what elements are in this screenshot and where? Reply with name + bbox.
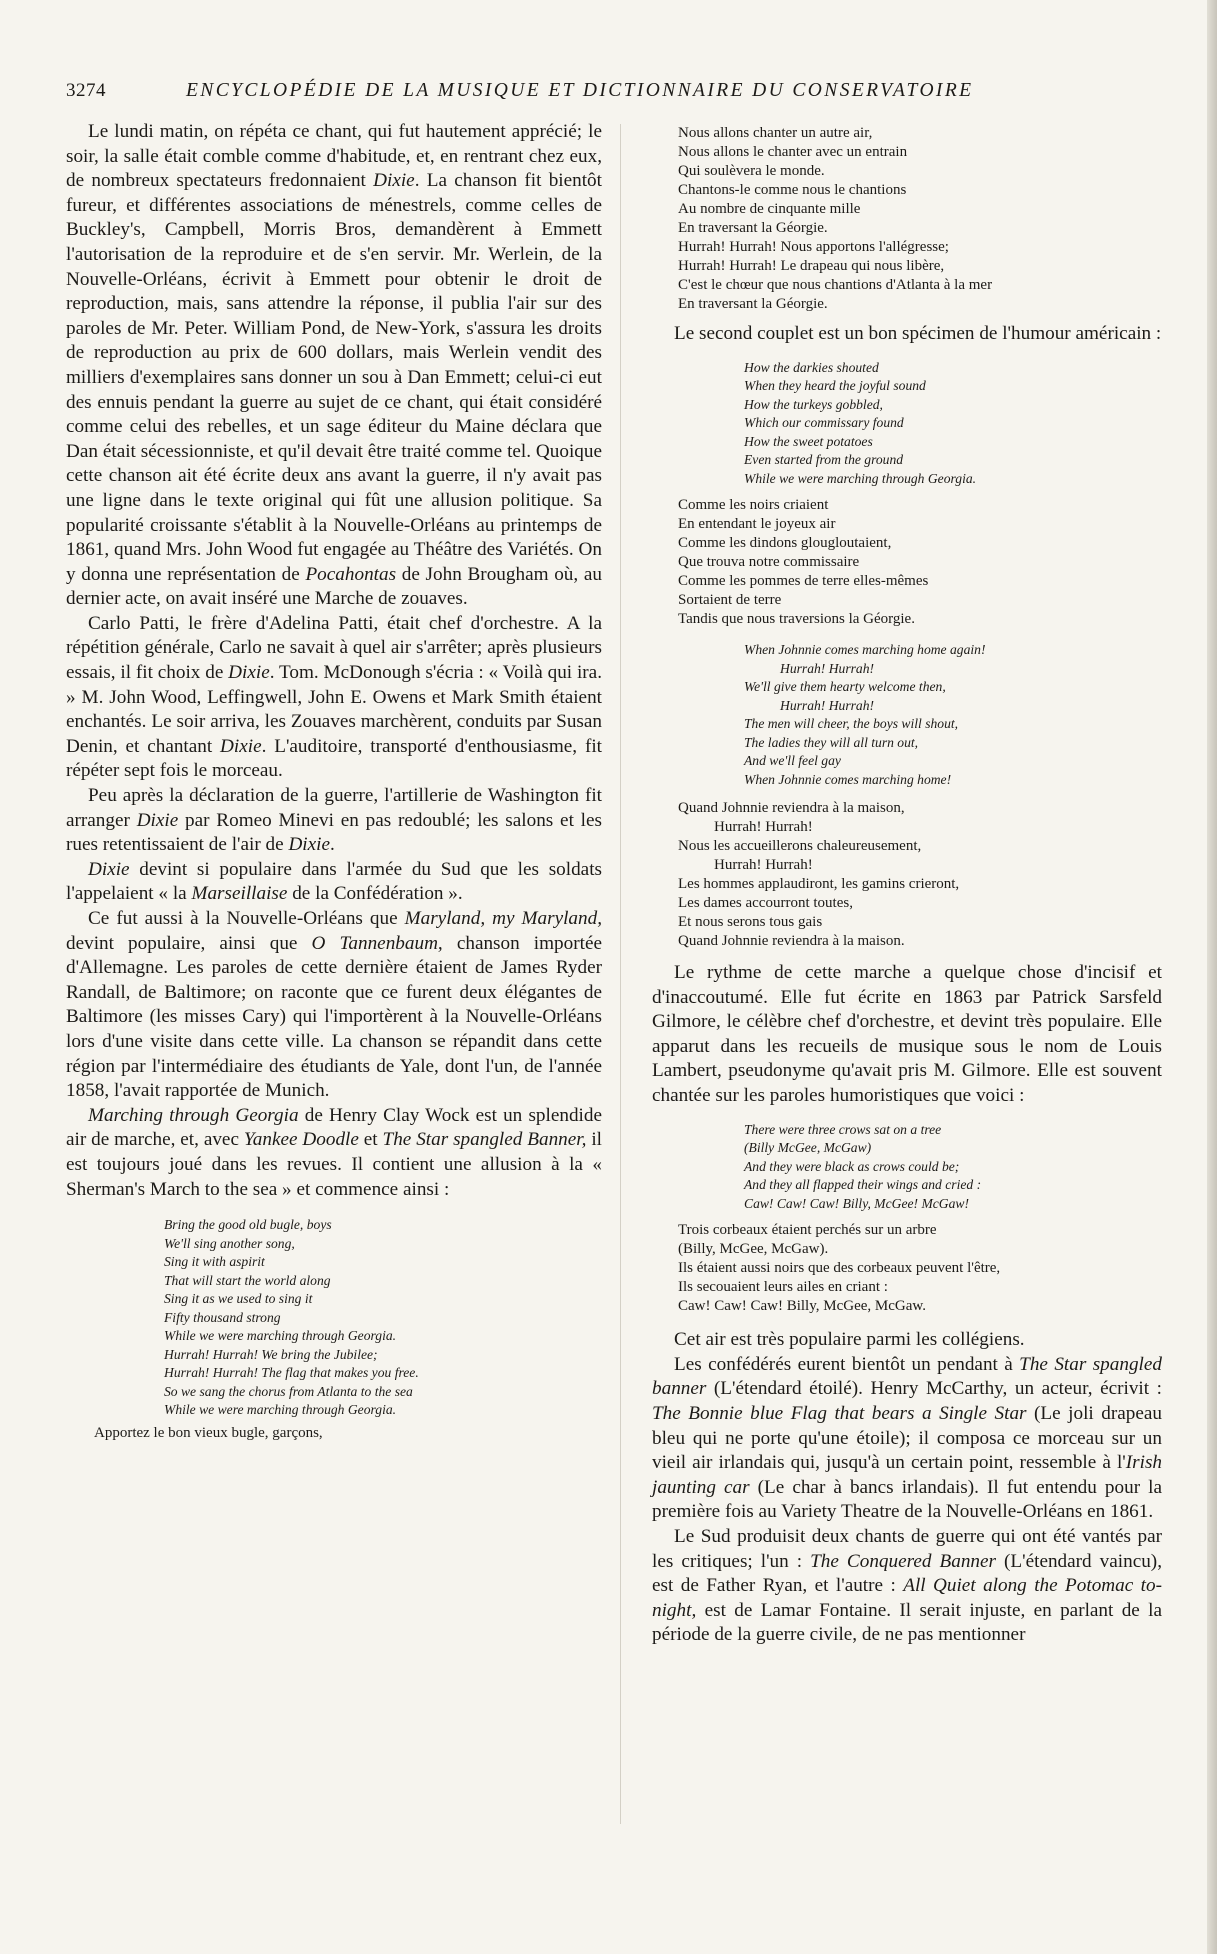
verse-line: We'll give them hearty welcome then, bbox=[744, 679, 946, 695]
text-run: (Le char à bancs irlandais). Il fut entendu pour la première fois au Variety Theatre de la Nouvelle-Orléans en 1861. bbox=[652, 1476, 1162, 1523]
verse-crows-english bbox=[744, 1121, 1162, 1214]
verse-line: Chantons-le comme nous le chantions bbox=[678, 182, 907, 198]
text-run: devint populaire, ainsi que bbox=[66, 932, 312, 954]
verse-line: When they heard the joyful sound bbox=[744, 378, 926, 394]
verse-line: Et nous serons tous gais bbox=[678, 914, 823, 931]
paragraph: Cet air est très populaire parmi les collégiens. bbox=[674, 1329, 1025, 1351]
verse-line: So we sang the chorus from Atlanta to the sea bbox=[164, 1383, 413, 1399]
left-column bbox=[66, 120, 602, 1443]
verse-line: Nous allons chanter un autre air, bbox=[678, 125, 873, 141]
verse-line: How the turkeys gobbled, bbox=[744, 396, 883, 412]
verse-line: While we were marching through Georgia. bbox=[744, 470, 977, 486]
running-title: ENCYCLOPÉDIE DE LA MUSIQUE ET DICTIONNAIRE DU CONSERVATOIRE bbox=[186, 80, 974, 101]
text-run: (Le joli drapeau bleu qui ne porte qu'une étoile); il composa ce morceau sur un vieil air irlandais qui, jusqu'à un certain point, ressemble à l' bbox=[652, 1402, 1162, 1474]
page-edge bbox=[1207, 0, 1217, 1954]
text-run: et bbox=[358, 1129, 383, 1151]
paragraph bbox=[66, 784, 602, 858]
verse-line: Sing it with aspirit bbox=[164, 1254, 265, 1270]
verse-line: Bring the good old bugle, boys bbox=[164, 1217, 332, 1233]
paragraph: Le second couplet est un bon spécimen de l'humour américain : bbox=[674, 323, 1162, 344]
verse-line: We'll sing another song, bbox=[164, 1235, 295, 1251]
verse-line: Nous allons le chanter avec un entrain bbox=[678, 144, 908, 160]
page-header bbox=[66, 80, 1176, 106]
page-number: 3274 bbox=[66, 80, 106, 101]
text-run: de la Confédération ». bbox=[287, 883, 463, 905]
text-run: Les confédérés eurent bientôt un pendant à bbox=[674, 1353, 1020, 1375]
verse-line: Quand Johnnie reviendra à la maison, bbox=[678, 800, 905, 817]
verse-line: C'est le chœur que nous chantions d'Atlanta à la mer bbox=[678, 277, 993, 293]
song-title: The Bonnie blue Flag that bears a Single Star bbox=[652, 1402, 1027, 1424]
verse-line: En traversant la Géorgie. bbox=[678, 220, 828, 236]
verse-line: Hurrah! Hurrah! The flag that makes you free. bbox=[164, 1365, 419, 1381]
paragraph bbox=[66, 907, 602, 1104]
text-run: . Tom. McDonough s'écria : « Voilà qui ira. » M. John Wood, Leffingwell, John E. Owens et Mark Smith étaient enchantés. Le soir arriva, les Zouaves marchèrent, conduits par Susan Denin, et chantant bbox=[66, 662, 602, 757]
verse-line: How the darkies shouted bbox=[744, 359, 879, 375]
verse-line: Caw! Caw! Caw! Billy, McGee, McGaw. bbox=[678, 1298, 926, 1315]
verse-line: En entendant le joyeux air bbox=[678, 516, 836, 533]
verse-line: Que trouva notre commissaire bbox=[678, 554, 860, 571]
text-run: Le lundi matin, on répéta ce chant, qui fut hautement apprécié; le soir, la salle était comble comme d'habitude, et, en rentrant chez eux, de nombreux spectateurs fredonnaient bbox=[66, 121, 602, 192]
text-run: Carlo Patti, le frère d'Adelina Patti, était chef d'orchestre. A la répétition générale, Carlo ne savait à quel air s'arrêter; après plusieurs essais, il fit choix de bbox=[66, 612, 602, 684]
verse-line: When Johnnie comes marching home again! bbox=[744, 642, 986, 658]
verse-line: Quand Johnnie reviendra à la maison. bbox=[678, 933, 905, 950]
verse-line: And we'll feel gay bbox=[744, 753, 841, 769]
work-title: Pocahontas bbox=[305, 563, 397, 585]
verse-line: Hurrah! Hurrah! bbox=[714, 857, 813, 874]
verse-line: Nous les accueillerons chaleureusement, bbox=[678, 838, 922, 855]
verse-line: Ils secouaient leurs ailes en criant : bbox=[678, 1279, 888, 1296]
verse-crows-french bbox=[678, 1221, 1162, 1316]
verse-line: Ils étaient aussi noirs que des corbeaux peuvent l'être, bbox=[678, 1260, 1001, 1277]
paragraph bbox=[66, 1104, 602, 1202]
verse-line: Les dames accourront toutes, bbox=[678, 895, 853, 912]
verse-line: Hurrah! Hurrah! Le drapeau qui nous libère, bbox=[678, 258, 945, 274]
text-run: il est toujours joué dans les revues. Il contient une allusion à la « Sherman's March to the sea » et commence ainsi : bbox=[66, 1129, 602, 1200]
verse-georgia-french bbox=[678, 124, 1162, 314]
text-run: . L'auditoire, transporté d'enthousiasme, fit répéter sept fois le morceau. bbox=[66, 735, 602, 782]
paragraph bbox=[652, 1353, 1162, 1525]
verse-line: Even started from the ground bbox=[744, 452, 904, 468]
text-run: . bbox=[330, 834, 335, 856]
verse-line: Les hommes applaudiront, les gamins crieront, bbox=[678, 876, 960, 893]
verse-line: Sortaient de terre bbox=[678, 592, 782, 609]
verse-georgia-french-start bbox=[94, 1424, 602, 1443]
text-run: devint si populaire dans l'armée du Sud que les soldats l'appelaient « la bbox=[66, 858, 602, 905]
verse-line: The men will cheer, the boys will shout, bbox=[744, 716, 959, 732]
verse-line: Hurrah! Hurrah! Nous apportons l'allégresse; bbox=[678, 239, 949, 255]
verse-line: Apportez le bon vieux bugle, garçons, bbox=[94, 1424, 323, 1441]
verse-line: While we were marching through Georgia. bbox=[164, 1328, 397, 1344]
verse-line: Hurrah! Hurrah! bbox=[714, 819, 813, 836]
song-title: Marching through Georgia bbox=[88, 1104, 299, 1126]
text-run: Ce fut aussi à la Nouvelle-Orléans que bbox=[88, 908, 405, 929]
text-run: (L'étendard vaincu), est de Father Ryan, et l'autre : bbox=[652, 1550, 1162, 1597]
verse-line: Caw! Caw! Caw! Billy, McGee! McGaw! bbox=[744, 1195, 970, 1211]
text-run: . La chanson fit bientôt fureur, et différentes associations de ménestrels, comme celles de Buckley's, Campbell, Morris Bros, demandèrent à Emmett l'autorisation de la reproduire et de s'en servir. Mr. Werlein, de la Nouvelle-Orléans, écrivit à Emmett pour obtenir le droit de reproduction, mais, sans attendre la réponse, il publia l'air sur des paroles de Mr. Peter. William Pond, de New-York, s'assura les droits de reproduction au prix de 600 dollars, mais Werlein vendit des milliers d'exemplaires sans donner un sou à Dan Emmett; celui-ci eut des ennuis pendant la guerre au sujet de ce chant, qui était considéré comme celui des rebelles, et un sage éditeur du Maine déclara que Dan était sécessionniste, et qu'il devait être traité comme tel. Quoique cette chanson ait été écrite deux ans avant la guerre, il n'y avait pas une ligne dans le texte original qui fût une allusion politique. Sa popularité croissante s'établit à la Nouvelle-Orléans au printemps de 1861, quand Mrs. John Wood fut engagée au Théâtre des Variétés. On y donna une représentation de bbox=[66, 170, 602, 585]
verse-line: When Johnnie comes marching home! bbox=[744, 771, 952, 787]
song-title: Dixie bbox=[288, 834, 330, 856]
text-run: chanson importée d'Allemagne. Les paroles de cette dernière étaient de James Ryder Randall, de Baltimore; on raconte que ce furent deux élégantes de Baltimore (les misses Cary) qui l'importèrent à la Nouvelle-Orléans lors d'une visite dans cette ville. La chanson se répandit dans cette région par l'intermédiaire des étudiants de Yale, dont l'un, de l'année 1858, l'avait rapportée de Munich. bbox=[66, 932, 602, 1102]
text-run: par Romeo Minevi en pas redoublé; les salons et les rues retentissaient de l'air de bbox=[66, 809, 602, 856]
text-run: Peu après la déclaration de la guerre, l'artillerie de Washington fit arranger bbox=[66, 785, 602, 831]
verse-line: (Billy McGee, McGaw) bbox=[744, 1140, 872, 1156]
text-run: (L'étendard étoilé). Henry McCarthy, un acteur, écrivit : bbox=[706, 1378, 1162, 1400]
text-run: Le Sud produisit deux chants de guerre qui ont été vantés par les critiques; l'un : bbox=[652, 1525, 1162, 1572]
song-title: The Conquered Banner bbox=[810, 1550, 996, 1572]
verse-johnnie-english bbox=[744, 641, 1162, 789]
verse-line: And they all flapped their wings and cried : bbox=[744, 1177, 982, 1193]
song-title: The Star spangled Banner, bbox=[382, 1129, 587, 1151]
text-run: de John Brougham où, au dernier acte, on avait inséré une Marche de zouaves. bbox=[66, 563, 602, 610]
verse-line: Hurrah! Hurrah! bbox=[780, 660, 875, 676]
song-title: Dixie bbox=[373, 170, 415, 192]
verse-line: And they were black as crows could be; bbox=[744, 1158, 960, 1174]
paragraph: Le rythme de cette marche a quelque chose d'incisif et d'inaccoutumé. Elle fut écrite en 1863 par Patrick Sarsfeld Gilmore, le célèbre chef d'orchestre, et devint très populaire. Elle apparut dans les recueils de musique sous le nom de Louis Lambert, pseudonyme qu'avait pris M. Gilmore. Elle est souvent chantée sur les paroles humoristiques que voici : bbox=[652, 962, 1162, 1107]
verse-line: That will start the world along bbox=[164, 1272, 331, 1288]
text-run: de Henry Clay Wock est un splendide air de marche, et, avec bbox=[66, 1104, 602, 1151]
paragraph bbox=[652, 1525, 1162, 1648]
verse-line: The ladies they will all turn out, bbox=[744, 734, 919, 750]
verse-line: Comme les dindons glougloutaient, bbox=[678, 535, 892, 552]
verse-line: Hurrah! Hurrah! bbox=[780, 697, 875, 713]
verse-darkies-french bbox=[678, 496, 1162, 629]
song-title: The Star spangled banner bbox=[652, 1353, 1162, 1400]
text-run: est de Lamar Fontaine. Il serait injuste, en parlant de la période de la guerre civile, de ne pas mentionner bbox=[652, 1599, 1162, 1646]
song-title: Dixie bbox=[228, 662, 270, 684]
paragraph bbox=[66, 120, 602, 612]
verse-line: (Billy, McGee, McGaw). bbox=[678, 1241, 829, 1258]
verse-line: There were three crows sat on a tree bbox=[744, 1121, 942, 1137]
paragraph bbox=[66, 858, 602, 907]
song-title: Yankee Doodle bbox=[243, 1129, 359, 1151]
verse-line: Tandis que nous traversions la Géorgie. bbox=[678, 611, 915, 628]
song-title: Dixie bbox=[88, 858, 130, 880]
verse-line: En traversant la Géorgie. bbox=[678, 296, 828, 312]
song-title: O Tannenbaum, bbox=[311, 932, 443, 954]
verse-line: Qui soulèvera le monde. bbox=[678, 163, 825, 179]
verse-line: Au nombre de cinquante mille bbox=[678, 201, 861, 217]
verse-line: Trois corbeaux étaient perchés sur un arbre bbox=[678, 1222, 937, 1239]
song-title: Maryland, my Maryland, bbox=[404, 908, 603, 929]
verse-line: How the sweet potatoes bbox=[744, 433, 873, 449]
verse-line: Which our commissary found bbox=[744, 415, 904, 431]
song-title: Irish jaunting car bbox=[652, 1452, 1162, 1498]
verse-line: Hurrah! Hurrah! We bring the Jubilee; bbox=[164, 1346, 378, 1362]
song-title: Dixie bbox=[136, 809, 179, 831]
song-title: Dixie bbox=[220, 735, 262, 757]
right-column bbox=[652, 124, 1162, 1648]
verse-johnnie-french bbox=[678, 799, 1162, 951]
verse-line: Fifty thousand strong bbox=[164, 1309, 281, 1325]
paragraph bbox=[66, 612, 602, 784]
verse-line: While we were marching through Georgia. bbox=[164, 1402, 397, 1418]
song-title: Marseillaise bbox=[191, 883, 288, 905]
verse-georgia-english bbox=[164, 1216, 602, 1420]
verse-line: Comme les pommes de terre elles-mêmes bbox=[678, 573, 929, 590]
verse-line: Comme les noirs criaient bbox=[678, 497, 829, 514]
verse-line: Sing it as we used to sing it bbox=[164, 1291, 313, 1307]
column-divider bbox=[620, 124, 621, 1824]
verse-darkies-english bbox=[744, 359, 1162, 489]
song-title: All Quiet along the Potomac to-night, bbox=[652, 1575, 1162, 1621]
